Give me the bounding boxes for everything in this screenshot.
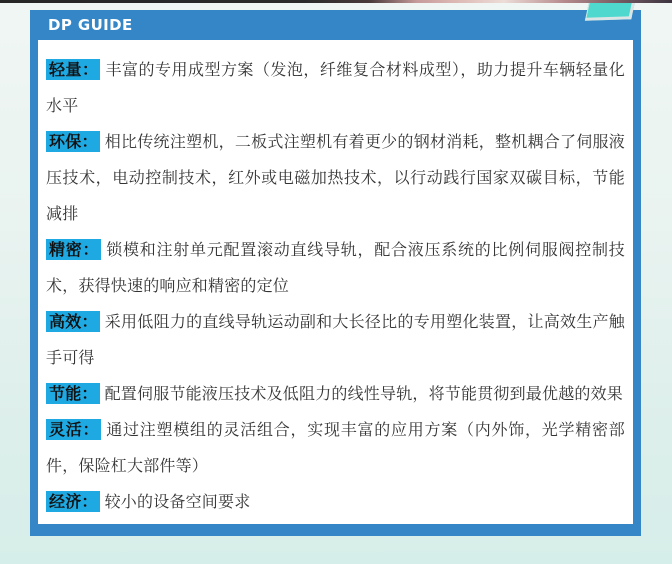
guide-item-label: 轻量： (46, 59, 100, 80)
guide-item-text: 采用低阻力的直线导轨运动副和大长径比的专用塑化装置，让高效生产触手可得 (46, 312, 625, 367)
guide-item-label: 经济： (46, 491, 100, 512)
guide-item-label: 节能： (46, 383, 100, 404)
top-accent-line (0, 0, 672, 3)
guide-item-text: 相比传统注塑机，二板式注塑机有着更少的钢材消耗，整机耦合了伺服液压技术，电动控制技术，红外或电磁加热技术，以行动践行国家双碳目标，节能减排 (46, 132, 625, 223)
guide-panel (30, 10, 641, 536)
corner-tab-icon (585, 1, 635, 21)
guide-item-text: 锁模和注射单元配置滚动直线导轨，配合液压系统的比例伺服阀控制技术，获得快速的响应和精密的定位 (46, 240, 626, 295)
guide-item-label: 环保： (46, 131, 100, 152)
guide-item-label: 灵活： (46, 419, 101, 440)
guide-item-label: 高效： (46, 311, 100, 332)
guide-item-economy (46, 484, 625, 520)
guide-item-energy-saving (46, 376, 625, 412)
guide-item-flexibility (46, 412, 625, 484)
guide-item-text: 配置伺服节能液压技术及低阻力的线性导轨，将节能贯彻到最优越的效果 (104, 384, 624, 403)
guide-item-efficiency (46, 304, 625, 376)
guide-item-text: 较小的设备空间要求 (104, 492, 251, 511)
panel-body (38, 40, 633, 524)
guide-item-text: 通过注塑模组的灵活组合，实现丰富的应用方案（内外饰，光学精密部件，保险杠大部件等） (46, 420, 626, 475)
guide-item-label: 精密： (46, 239, 101, 260)
guide-item-lightweight (46, 52, 625, 124)
panel-title: DP GUIDE (48, 16, 133, 34)
guide-item-environment (46, 124, 625, 232)
panel-header (30, 10, 641, 40)
guide-item-text: 丰富的专用成型方案（发泡，纤维复合材料成型），助力提升车辆轻量化水平 (46, 60, 625, 115)
guide-item-precision (46, 232, 625, 304)
